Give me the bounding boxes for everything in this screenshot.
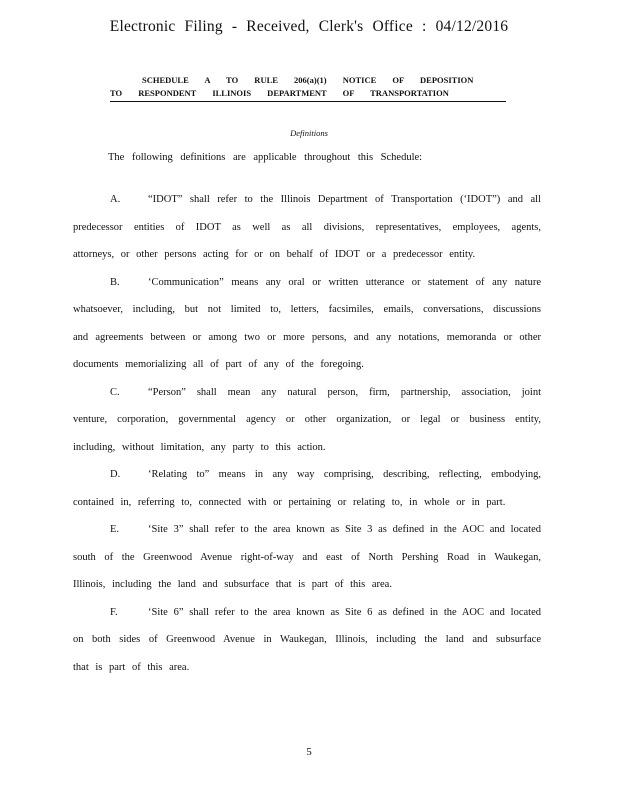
definition-line: Illinois, including the land and subsurface that is part of this area. bbox=[73, 579, 392, 590]
definition-letter: D. bbox=[110, 469, 121, 480]
definition-text: ‘Relating to” means in any way comprising, describing, reflecting, embodying, bbox=[148, 469, 541, 480]
definition-line bbox=[73, 269, 541, 297]
definition-line: predecessor entities of IDOT as well as all divisions, representatives, employees, agents, bbox=[73, 221, 541, 233]
page-number: 5 bbox=[306, 746, 312, 758]
schedule-title-line-2: TO RESPONDENT ILLINOIS DEPARTMENT OF TRANSPORTATION bbox=[110, 87, 506, 102]
intro-paragraph: The following definitions are applicable throughout this Schedule: bbox=[108, 152, 423, 163]
definition-line bbox=[73, 186, 541, 214]
schedule-title-line-1: SCHEDULE A TO RULE 206(a)(1) NOTICE OF DEPOSITION bbox=[142, 75, 474, 85]
definition-line: and agreements between or among two or more persons, and any notations, memoranda or other bbox=[73, 331, 541, 343]
filing-stamp: Electronic Filing - Received, Clerk's Office : 04/12/2016 bbox=[109, 18, 509, 35]
definition-f bbox=[73, 599, 541, 682]
definition-line bbox=[73, 461, 541, 489]
definitions-list bbox=[73, 186, 541, 681]
definition-b bbox=[73, 269, 541, 379]
definition-letter: F. bbox=[110, 606, 118, 618]
definition-text: ‘Site 6” shall refer to the area known as Site 6 as defined in the AOC and located bbox=[148, 606, 541, 618]
definition-text: “IDOT” shall refer to the Illinois Department of Transportation (‘IDOT”) and all bbox=[148, 194, 541, 205]
definition-line: documents memorializing all of part of any of the foregoing. bbox=[73, 359, 364, 370]
definition-line: contained in, referring to, connected with or pertaining or relating to, in whole or in part. bbox=[73, 496, 506, 508]
schedule-title bbox=[110, 74, 506, 102]
definition-e bbox=[73, 516, 541, 599]
definition-line: whatsoever, including, but not limited to, letters, facsimiles, emails, conversations, discussions bbox=[73, 304, 541, 315]
definition-line: south of the Greenwood Avenue right-of-way and east of North Pershing Road in Waukegan, bbox=[73, 551, 541, 563]
definition-text: “Person” shall mean any natural person, firm, partnership, association, joint bbox=[148, 386, 541, 398]
definition-c bbox=[73, 379, 541, 462]
definition-line: venture, corporation, governmental agency or other organization, or legal or business entity, bbox=[73, 414, 541, 425]
definition-line bbox=[73, 516, 541, 544]
definition-d bbox=[73, 461, 541, 516]
definition-letter: C. bbox=[110, 386, 120, 398]
definition-line bbox=[73, 379, 541, 407]
definitions-heading: Definitions bbox=[290, 128, 328, 138]
definition-text: ‘Site 3” shall refer to the area known as Site 3 as defined in the AOC and located bbox=[148, 524, 541, 535]
definition-line bbox=[73, 599, 541, 627]
definition-text: ‘Communication” means any oral or written utterance or statement of any nature bbox=[148, 276, 541, 288]
definition-letter: B. bbox=[110, 276, 120, 288]
definition-a bbox=[73, 186, 541, 269]
definition-line: attorneys, or other persons acting for or on behalf of IDOT or a predecessor entity. bbox=[73, 249, 476, 260]
definition-line: including, without limitation, any party to this action. bbox=[73, 441, 326, 453]
definition-line: on both sides of Greenwood Avenue in Waukegan, Illinois, including the land and subsurface bbox=[73, 634, 541, 645]
definition-letter: E. bbox=[110, 524, 120, 535]
definition-letter: A. bbox=[110, 194, 121, 205]
definition-line: that is part of this area. bbox=[73, 661, 190, 673]
